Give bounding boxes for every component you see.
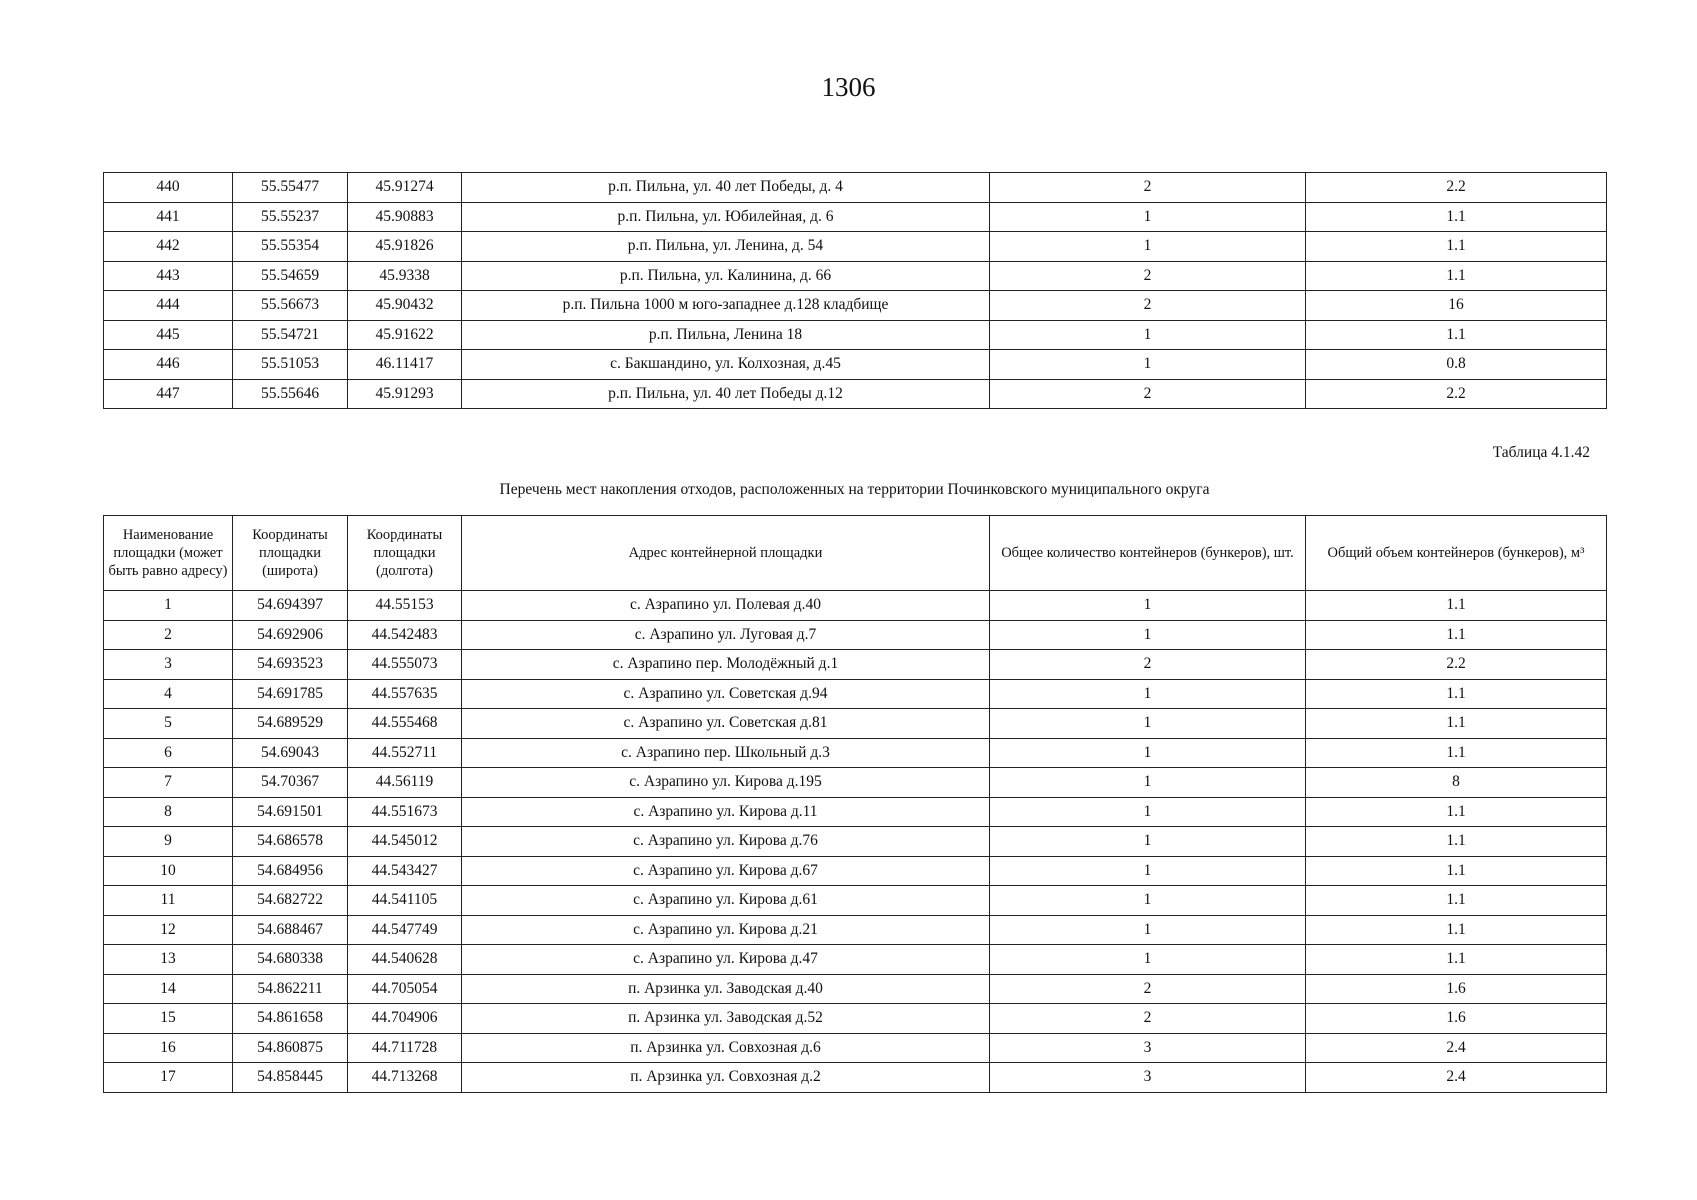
cell-latitude: 55.55237 xyxy=(233,202,348,232)
cell-container-volume: 0.8 xyxy=(1306,350,1607,380)
header-container-volume: Общий объем контейнеров (бункеров), м³ xyxy=(1306,516,1607,591)
cell-longitude: 44.555073 xyxy=(348,650,462,680)
table-row xyxy=(104,291,1607,321)
cell-address: с. Азрапино пер. Молодёжный д.1 xyxy=(462,650,990,680)
cell-container-count: 1 xyxy=(990,591,1306,621)
table-row xyxy=(104,709,1607,739)
cell-longitude: 44.555468 xyxy=(348,709,462,739)
table-row xyxy=(104,856,1607,886)
cell-longitude: 44.542483 xyxy=(348,620,462,650)
cell-container-volume: 1.1 xyxy=(1306,620,1607,650)
cell-address: с. Азрапино ул. Луговая д.7 xyxy=(462,620,990,650)
header-address: Адрес контейнерной площадки xyxy=(462,516,990,591)
cell-address: с. Бакшандино, ул. Колхозная, д.45 xyxy=(462,350,990,380)
cell-site-number: 1 xyxy=(104,591,233,621)
cell-container-volume: 1.1 xyxy=(1306,591,1607,621)
table-row xyxy=(104,915,1607,945)
table-row xyxy=(104,320,1607,350)
cell-longitude: 46.11417 xyxy=(348,350,462,380)
cell-longitude: 44.56119 xyxy=(348,768,462,798)
cell-latitude: 54.860875 xyxy=(233,1033,348,1063)
cell-container-volume: 2.2 xyxy=(1306,650,1607,680)
table-row xyxy=(104,1033,1607,1063)
cell-container-count: 1 xyxy=(990,709,1306,739)
cell-site-number: 441 xyxy=(104,202,233,232)
cell-latitude: 54.686578 xyxy=(233,827,348,857)
cell-container-count: 1 xyxy=(990,620,1306,650)
cell-container-volume: 1.1 xyxy=(1306,320,1607,350)
cell-longitude: 45.91274 xyxy=(348,173,462,203)
cell-address: с. Азрапино ул. Кирова д.11 xyxy=(462,797,990,827)
cell-container-volume: 1.1 xyxy=(1306,738,1607,768)
cell-site-number: 11 xyxy=(104,886,233,916)
cell-longitude: 44.541105 xyxy=(348,886,462,916)
table-row xyxy=(104,1004,1607,1034)
cell-longitude: 45.91622 xyxy=(348,320,462,350)
cell-address: р.п. Пильна, ул. Ленина, д. 54 xyxy=(462,232,990,262)
cell-address: с. Азрапино пер. Школьный д.3 xyxy=(462,738,990,768)
table-row xyxy=(104,261,1607,291)
cell-container-volume: 1.1 xyxy=(1306,797,1607,827)
cell-container-count: 1 xyxy=(990,915,1306,945)
cell-latitude: 54.692906 xyxy=(233,620,348,650)
cell-site-number: 9 xyxy=(104,827,233,857)
cell-address: с. Азрапино ул. Полевая д.40 xyxy=(462,591,990,621)
cell-container-count: 1 xyxy=(990,738,1306,768)
header-container-count: Общее количество контейнеров (бункеров), шт. xyxy=(990,516,1306,591)
continuation-table-body xyxy=(104,173,1607,409)
cell-container-volume: 1.1 xyxy=(1306,856,1607,886)
cell-longitude: 44.55153 xyxy=(348,591,462,621)
cell-site-number: 8 xyxy=(104,797,233,827)
cell-address: п. Арзинка ул. Заводская д.52 xyxy=(462,1004,990,1034)
cell-latitude: 54.693523 xyxy=(233,650,348,680)
cell-site-number: 5 xyxy=(104,709,233,739)
table-row xyxy=(104,797,1607,827)
table-row xyxy=(104,827,1607,857)
table-row xyxy=(104,679,1607,709)
cell-latitude: 55.55477 xyxy=(233,173,348,203)
cell-latitude: 54.861658 xyxy=(233,1004,348,1034)
cell-container-count: 1 xyxy=(990,320,1306,350)
table-row xyxy=(104,202,1607,232)
table-row xyxy=(104,945,1607,975)
cell-container-volume: 2.4 xyxy=(1306,1063,1607,1093)
cell-container-count: 2 xyxy=(990,974,1306,1004)
table-row xyxy=(104,768,1607,798)
cell-container-count: 2 xyxy=(990,261,1306,291)
table-row xyxy=(104,738,1607,768)
cell-longitude: 44.543427 xyxy=(348,856,462,886)
cell-container-count: 1 xyxy=(990,797,1306,827)
cell-longitude: 44.705054 xyxy=(348,974,462,1004)
cell-container-count: 1 xyxy=(990,886,1306,916)
cell-longitude: 44.540628 xyxy=(348,945,462,975)
cell-latitude: 54.858445 xyxy=(233,1063,348,1093)
cell-longitude: 45.91826 xyxy=(348,232,462,262)
cell-container-count: 1 xyxy=(990,768,1306,798)
cell-address: с. Азрапино ул. Кирова д.21 xyxy=(462,915,990,945)
cell-container-volume: 1.1 xyxy=(1306,709,1607,739)
table-caption: Таблица 4.1.42 xyxy=(1492,444,1590,461)
cell-longitude: 44.713268 xyxy=(348,1063,462,1093)
cell-latitude: 55.51053 xyxy=(233,350,348,380)
cell-latitude: 55.55646 xyxy=(233,379,348,409)
cell-address: р.п. Пильна, Ленина 18 xyxy=(462,320,990,350)
cell-longitude: 44.551673 xyxy=(348,797,462,827)
cell-container-volume: 1.1 xyxy=(1306,232,1607,262)
cell-site-number: 445 xyxy=(104,320,233,350)
cell-site-number: 13 xyxy=(104,945,233,975)
cell-longitude: 44.557635 xyxy=(348,679,462,709)
cell-longitude: 44.545012 xyxy=(348,827,462,857)
cell-latitude: 54.689529 xyxy=(233,709,348,739)
cell-latitude: 54.70367 xyxy=(233,768,348,798)
cell-longitude: 44.711728 xyxy=(348,1033,462,1063)
table-row xyxy=(104,974,1607,1004)
cell-container-count: 1 xyxy=(990,202,1306,232)
cell-container-volume: 1.6 xyxy=(1306,974,1607,1004)
cell-longitude: 45.90883 xyxy=(348,202,462,232)
cell-latitude: 54.694397 xyxy=(233,591,348,621)
cell-container-volume: 2.2 xyxy=(1306,379,1607,409)
cell-address: р.п. Пильна 1000 м юго-западнее д.128 кладбище xyxy=(462,291,990,321)
cell-container-volume: 1.1 xyxy=(1306,679,1607,709)
cell-site-number: 440 xyxy=(104,173,233,203)
cell-longitude: 44.552711 xyxy=(348,738,462,768)
waste-sites-table xyxy=(103,515,1607,1093)
cell-address: р.п. Пильна, ул. 40 лет Победы д.12 xyxy=(462,379,990,409)
table-row xyxy=(104,379,1607,409)
cell-container-volume: 1.1 xyxy=(1306,261,1607,291)
cell-latitude: 54.684956 xyxy=(233,856,348,886)
cell-container-volume: 1.1 xyxy=(1306,915,1607,945)
cell-address: с. Азрапино ул. Кирова д.195 xyxy=(462,768,990,798)
table-row xyxy=(104,650,1607,680)
cell-container-count: 2 xyxy=(990,1004,1306,1034)
cell-container-count: 1 xyxy=(990,679,1306,709)
cell-latitude: 54.691501 xyxy=(233,797,348,827)
cell-longitude: 45.9338 xyxy=(348,261,462,291)
cell-latitude: 55.55354 xyxy=(233,232,348,262)
cell-longitude: 44.704906 xyxy=(348,1004,462,1034)
header-longitude: Координаты площадки (долгота) xyxy=(348,516,462,591)
cell-latitude: 54.862211 xyxy=(233,974,348,1004)
cell-container-volume: 1.1 xyxy=(1306,945,1607,975)
cell-address: р.п. Пильна, ул. Юбилейная, д. 6 xyxy=(462,202,990,232)
table-header-row xyxy=(104,516,1607,591)
cell-site-number: 12 xyxy=(104,915,233,945)
cell-latitude: 54.688467 xyxy=(233,915,348,945)
waste-sites-table-body xyxy=(104,591,1607,1093)
cell-container-count: 2 xyxy=(990,650,1306,680)
cell-address: р.п. Пильна, ул. Калинина, д. 66 xyxy=(462,261,990,291)
cell-site-number: 16 xyxy=(104,1033,233,1063)
cell-site-number: 15 xyxy=(104,1004,233,1034)
cell-latitude: 54.680338 xyxy=(233,945,348,975)
table-row xyxy=(104,1063,1607,1093)
cell-site-number: 446 xyxy=(104,350,233,380)
cell-container-volume: 2.4 xyxy=(1306,1033,1607,1063)
cell-latitude: 54.69043 xyxy=(233,738,348,768)
table-row xyxy=(104,591,1607,621)
cell-site-number: 2 xyxy=(104,620,233,650)
cell-address: с. Азрапино ул. Кирова д.76 xyxy=(462,827,990,857)
cell-container-count: 1 xyxy=(990,827,1306,857)
cell-container-count: 2 xyxy=(990,291,1306,321)
cell-container-volume: 1.1 xyxy=(1306,202,1607,232)
table-row xyxy=(104,232,1607,262)
cell-container-volume: 2.2 xyxy=(1306,173,1607,203)
cell-container-volume: 1.1 xyxy=(1306,827,1607,857)
cell-container-count: 1 xyxy=(990,232,1306,262)
cell-container-volume: 16 xyxy=(1306,291,1607,321)
cell-latitude: 55.54659 xyxy=(233,261,348,291)
cell-latitude: 55.54721 xyxy=(233,320,348,350)
cell-latitude: 55.56673 xyxy=(233,291,348,321)
cell-site-number: 7 xyxy=(104,768,233,798)
header-latitude: Координаты площадки (широта) xyxy=(233,516,348,591)
cell-container-volume: 8 xyxy=(1306,768,1607,798)
cell-site-number: 3 xyxy=(104,650,233,680)
cell-address: с. Азрапино ул. Советская д.94 xyxy=(462,679,990,709)
table-title: Перечень мест накопления отходов, расположенных на территории Починковского муниципального округа xyxy=(499,481,1210,498)
cell-container-count: 1 xyxy=(990,350,1306,380)
cell-longitude: 45.91293 xyxy=(348,379,462,409)
table-row xyxy=(104,620,1607,650)
header-site-name: Наименование площадки (может быть равно адресу) xyxy=(104,516,233,591)
cell-address: п. Арзинка ул. Заводская д.40 xyxy=(462,974,990,1004)
cell-site-number: 17 xyxy=(104,1063,233,1093)
cell-site-number: 443 xyxy=(104,261,233,291)
cell-address: п. Арзинка ул. Совхозная д.2 xyxy=(462,1063,990,1093)
cell-container-count: 1 xyxy=(990,856,1306,886)
cell-address: р.п. Пильна, ул. 40 лет Победы, д. 4 xyxy=(462,173,990,203)
cell-container-volume: 1.1 xyxy=(1306,886,1607,916)
cell-latitude: 54.691785 xyxy=(233,679,348,709)
cell-address: с. Азрапино ул. Кирова д.47 xyxy=(462,945,990,975)
cell-site-number: 444 xyxy=(104,291,233,321)
cell-longitude: 44.547749 xyxy=(348,915,462,945)
cell-container-count: 2 xyxy=(990,379,1306,409)
cell-site-number: 14 xyxy=(104,974,233,1004)
cell-latitude: 54.682722 xyxy=(233,886,348,916)
page-number: 1306 xyxy=(821,72,876,102)
cell-address: с. Азрапино ул. Советская д.81 xyxy=(462,709,990,739)
cell-longitude: 45.90432 xyxy=(348,291,462,321)
cell-address: с. Азрапино ул. Кирова д.61 xyxy=(462,886,990,916)
cell-container-count: 2 xyxy=(990,173,1306,203)
cell-address: п. Арзинка ул. Совхозная д.6 xyxy=(462,1033,990,1063)
table-row xyxy=(104,173,1607,203)
table-row xyxy=(104,886,1607,916)
cell-container-count: 1 xyxy=(990,945,1306,975)
cell-address: с. Азрапино ул. Кирова д.67 xyxy=(462,856,990,886)
cell-site-number: 447 xyxy=(104,379,233,409)
continuation-table xyxy=(103,172,1607,409)
table-row xyxy=(104,350,1607,380)
cell-container-volume: 1.6 xyxy=(1306,1004,1607,1034)
cell-site-number: 6 xyxy=(104,738,233,768)
cell-site-number: 10 xyxy=(104,856,233,886)
cell-container-count: 3 xyxy=(990,1033,1306,1063)
cell-site-number: 442 xyxy=(104,232,233,262)
cell-container-count: 3 xyxy=(990,1063,1306,1093)
cell-site-number: 4 xyxy=(104,679,233,709)
